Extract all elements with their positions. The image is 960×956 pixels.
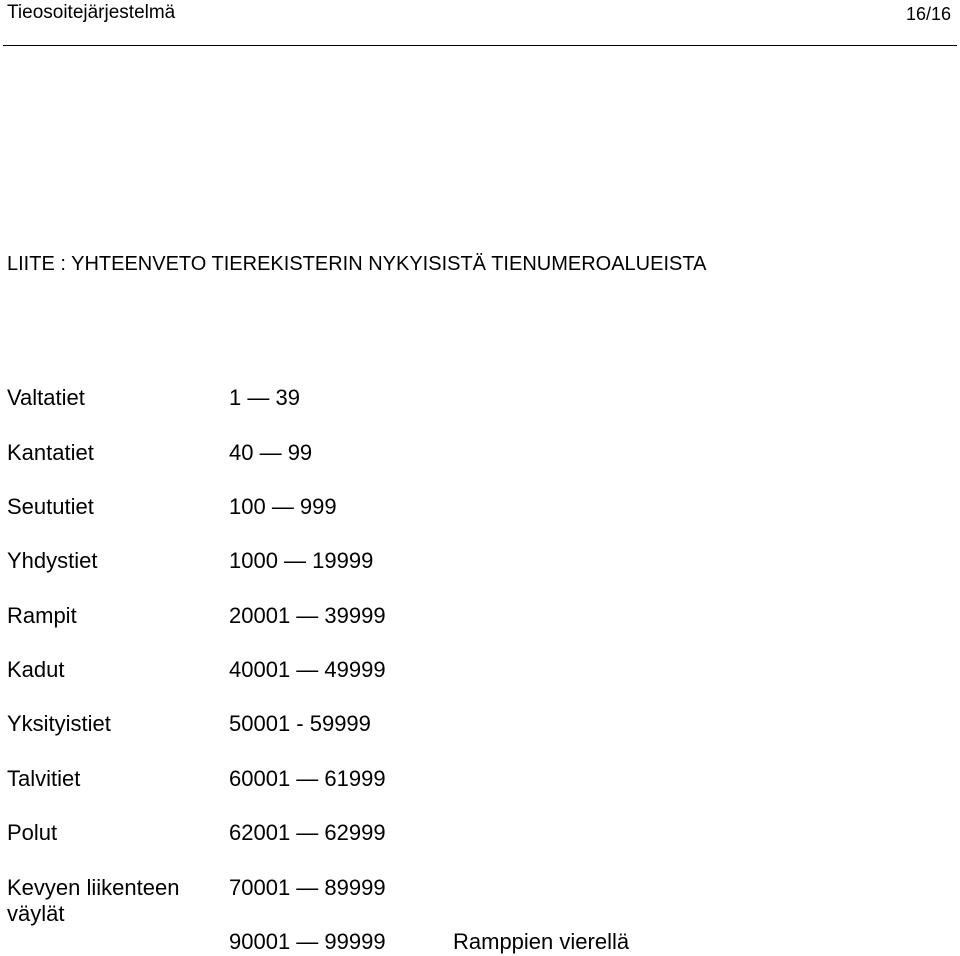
page-number: 16/16 <box>905 4 951 24</box>
road-type: Yhdystiet <box>7 548 98 573</box>
heading-text: YHTEENVETO TIEREKISTERIN NYKYISISTÄ TIENUMEROALUEISTA <box>71 253 707 275</box>
road-type: Kadut <box>7 657 65 682</box>
header-divider <box>3 45 957 46</box>
number-range: 1000 — 19999 <box>229 548 374 573</box>
page-header <box>0 0 960 48</box>
number-range: 100 — 999 <box>229 494 337 519</box>
heading-prefix: LIITE <box>7 253 55 275</box>
road-type: Valtatiet <box>7 385 85 410</box>
road-type: Kantatiet <box>7 440 94 465</box>
number-range: 1 — 39 <box>229 385 300 410</box>
number-range: 90001 — 99999 <box>229 929 386 954</box>
number-range: 50001 - 59999 <box>229 711 371 736</box>
number-range: 62001 — 62999 <box>229 820 386 845</box>
row-note: Ramppien vierellä <box>453 929 630 954</box>
road-type: Rampit <box>7 603 77 628</box>
road-type: Kevyen liikenteen väylät <box>7 875 180 926</box>
number-range: 60001 — 61999 <box>229 766 386 791</box>
road-type: Polut <box>7 820 58 845</box>
number-range: 20001 — 39999 <box>229 603 386 628</box>
section-heading <box>7 252 706 276</box>
number-range: 40 — 99 <box>229 440 313 465</box>
document-title: Tieosoitejärjestelmä <box>7 2 176 23</box>
number-range: 70001 — 89999 <box>229 875 386 900</box>
number-range: 40001 — 49999 <box>229 657 386 682</box>
road-type: Seututiet <box>7 494 94 519</box>
road-type: Yksityistiet <box>7 711 111 736</box>
heading-separator: : <box>54 253 72 275</box>
road-type: Talvitiet <box>7 766 81 791</box>
